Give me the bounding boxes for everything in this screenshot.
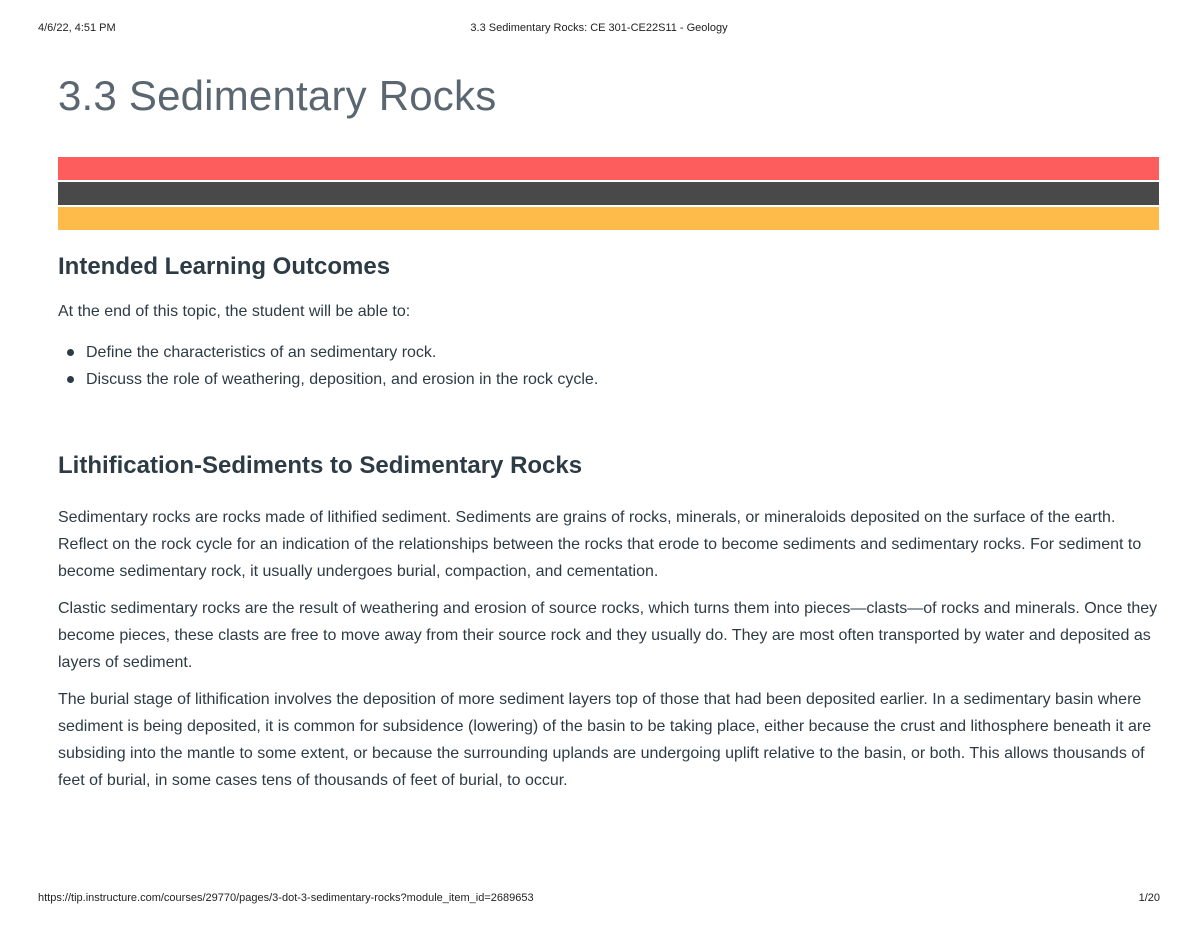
banner-stripe-yellow bbox=[58, 207, 1159, 230]
list-item: Define the characteristics of an sedimentary rock. bbox=[58, 339, 1159, 366]
print-footer bbox=[38, 892, 1160, 908]
lithification-heading: Lithification-Sediments to Sedimentary Rocks bbox=[58, 452, 583, 479]
page-number: 1/20 bbox=[1138, 892, 1160, 904]
outcomes-intro: At the end of this topic, the student will be able to: bbox=[58, 303, 411, 320]
paragraph: Sedimentary rocks are rocks made of lithified sediment. Sediments are grains of rocks, minerals, or mineraloids deposited on the surface of the earth. Reflect on the rock cycle for an indication of the relationships between the rocks that erode to become sediments and sedimentary rocks. For sediment to become sedimentary rock, it usually undergoes burial, compaction, and cementation. bbox=[58, 509, 1142, 580]
banner-stripe-dark bbox=[58, 182, 1159, 205]
print-header bbox=[38, 22, 1160, 38]
page-content bbox=[58, 70, 1159, 794]
list-item: Discuss the role of weathering, deposition, and erosion in the rock cycle. bbox=[58, 366, 1159, 393]
outcomes-list bbox=[58, 339, 1159, 393]
outcomes-heading: Intended Learning Outcomes bbox=[58, 253, 391, 280]
paragraph: Clastic sedimentary rocks are the result of weathering and erosion of source rocks, which turns them into pieces—clasts—of rocks and minerals. Once they become pieces, these clasts are free to move away from their source rock and they usually do. They are most often transported by water and deposited as layers of sediment. bbox=[58, 600, 1158, 671]
page-url: https://tip.instructure.com/courses/29770/pages/3-dot-3-sedimentary-rocks?module_item_id=2689653 bbox=[38, 892, 534, 904]
decorative-banner bbox=[58, 157, 1159, 230]
banner-stripe-red bbox=[58, 157, 1159, 180]
lithification-body bbox=[58, 504, 1159, 794]
print-date: 4/6/22, 4:51 PM bbox=[38, 22, 116, 34]
paragraph: The burial stage of lithification involves the deposition of more sediment layers top of those that had been deposited earlier. In a sedimentary basin where sediment is being deposited, it is common for subsidence (lowering) of the basin to be taking place, either because the crust and lithosphere beneath it are subsiding into the mantle to some extent, or because the surrounding uplands are undergoing uplift relative to the basin, or both. This allows thousands of feet of burial, in some cases tens of thousands of feet of burial, to occur. bbox=[58, 691, 1152, 789]
print-document-title: 3.3 Sedimentary Rocks: CE 301-CE22S11 - Geology bbox=[470, 22, 728, 34]
page-title: 3.3 Sedimentary Rocks bbox=[58, 72, 497, 119]
